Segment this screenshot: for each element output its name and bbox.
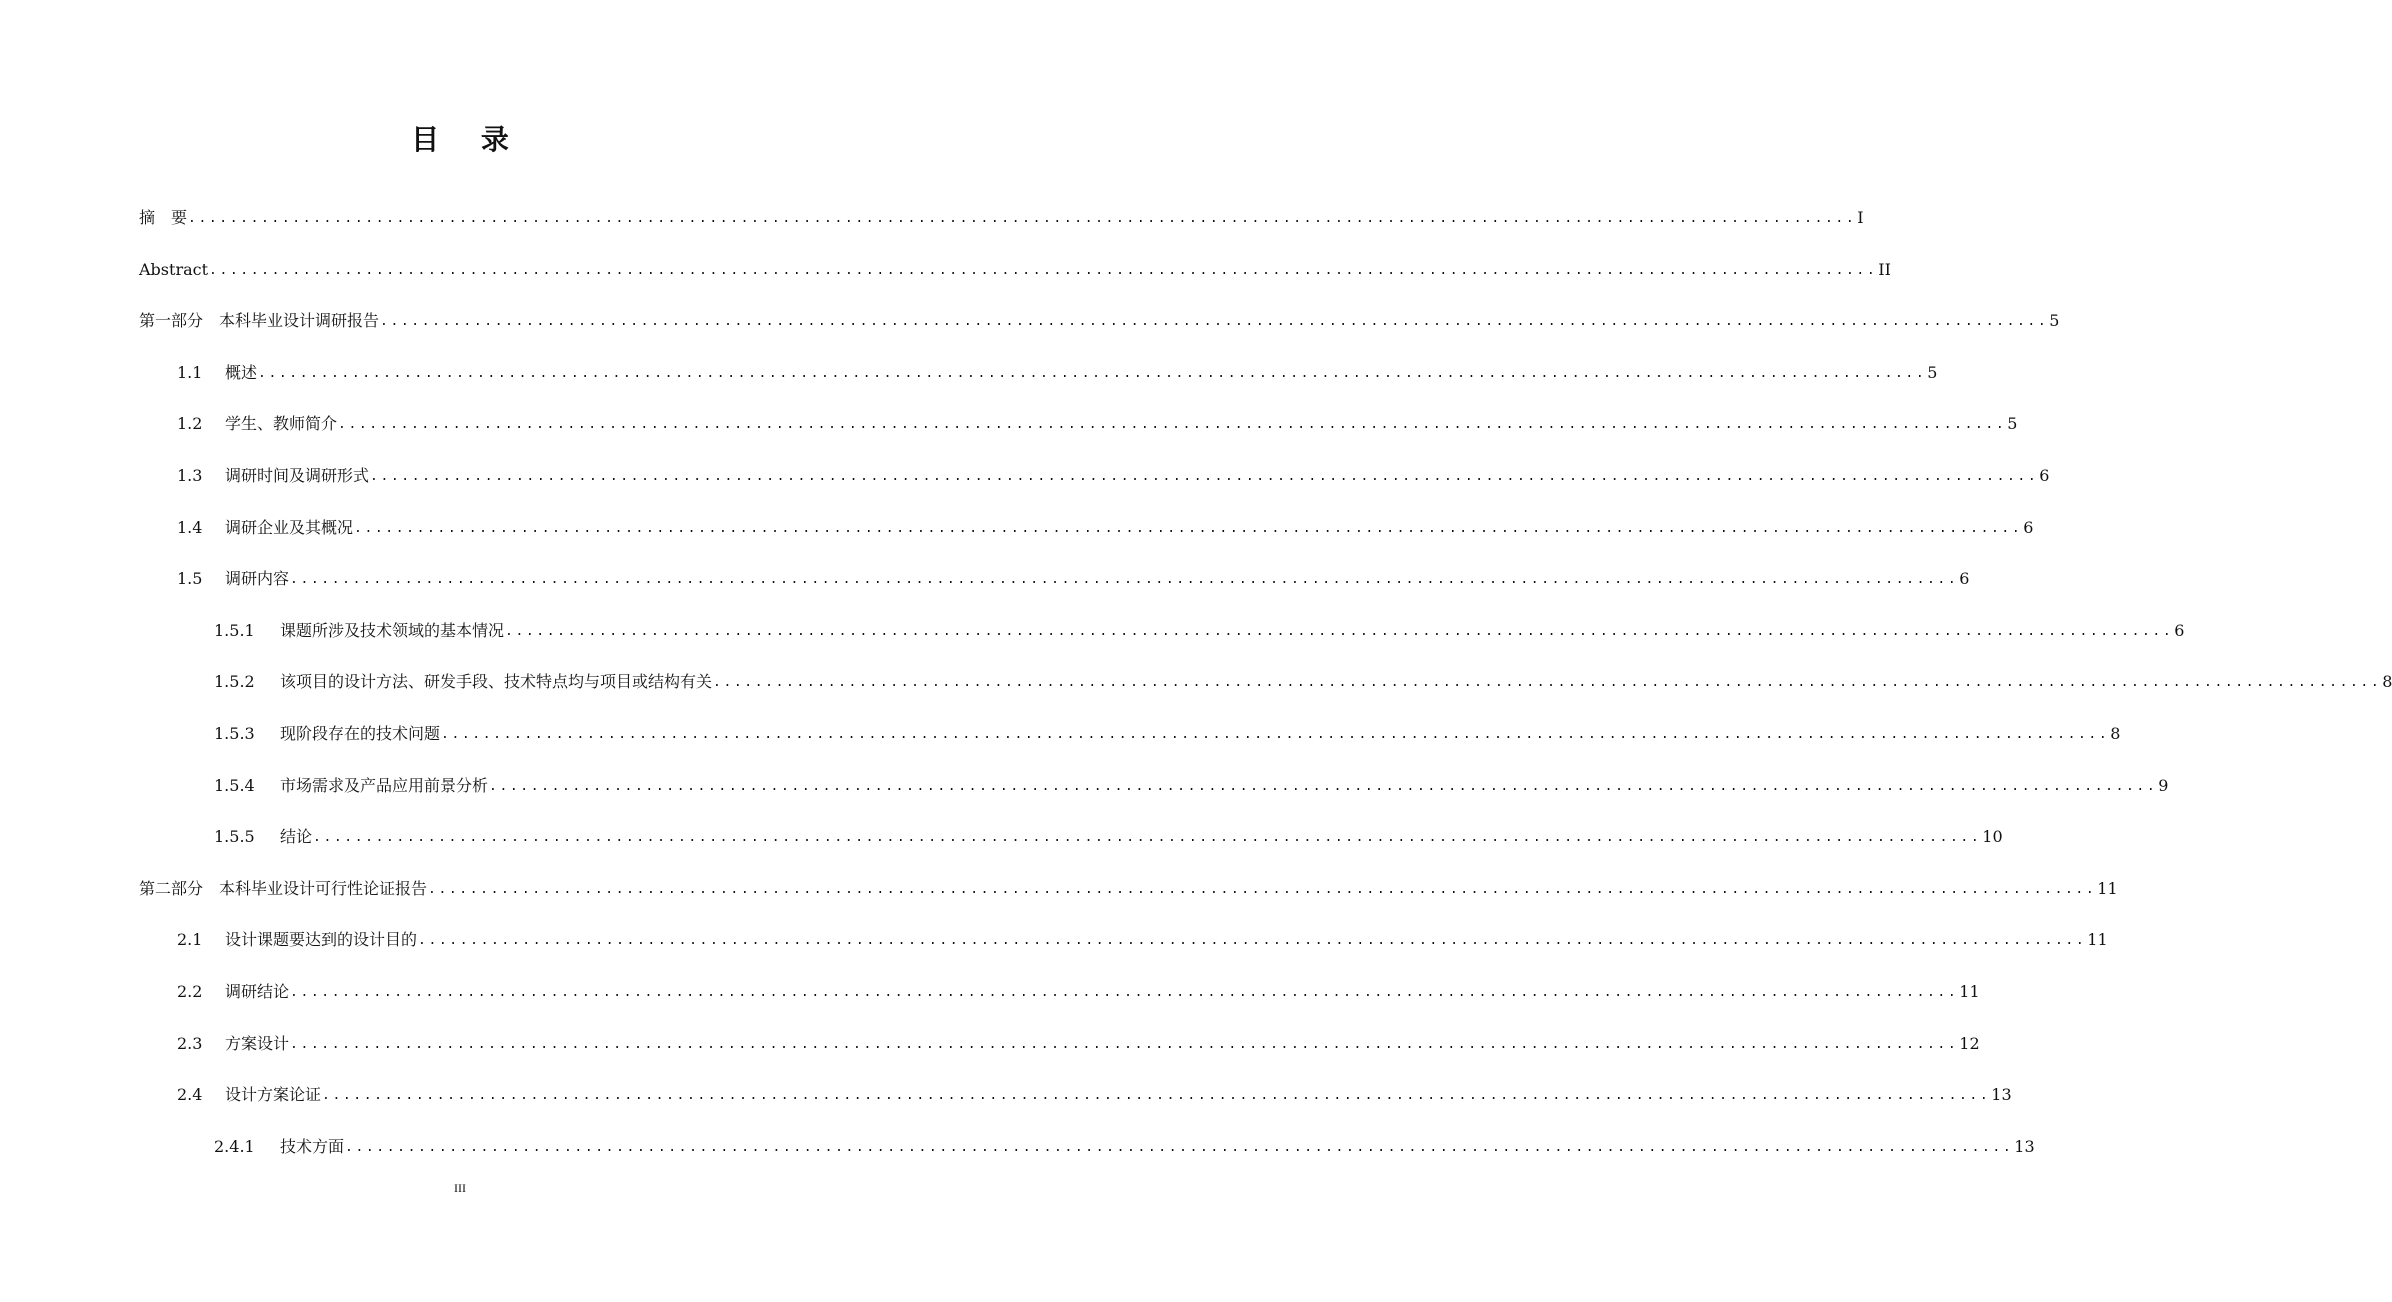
toc-entry-page: 6 <box>1959 569 1970 588</box>
toc-entry-number: 2.3 <box>177 1034 203 1053</box>
toc-dot-leader: ................................................................................................................................................................ <box>258 366 1927 381</box>
toc-dot-leader: ................................................................................................................................................................ <box>380 314 2049 329</box>
toc-entry[interactable] <box>214 826 2003 848</box>
toc-entry-number: 2.1 <box>177 930 203 949</box>
toc-entry-title: 调研内容 <box>225 569 290 588</box>
toc-entry-page: 6 <box>2174 621 2185 640</box>
page-number-footer: III <box>454 1181 466 1195</box>
toc-entry-number: 1.5.2 <box>214 672 255 691</box>
toc-entry-title: 设计方案论证 <box>225 1085 322 1104</box>
toc-entry-title: 技术方面 <box>280 1137 345 1156</box>
toc-entry-title: 方案设计 <box>225 1034 290 1053</box>
toc-dot-leader: ................................................................................................................................................................ <box>345 1140 2014 1155</box>
toc-dot-leader: ................................................................................................................................................................ <box>290 1037 1959 1052</box>
toc-entry-number: 1.3 <box>177 466 203 485</box>
toc-entry-title: 该项目的设计方法、研发手段、技术特点均与项目或结构有关 <box>280 672 713 691</box>
toc-dot-leader: ................................................................................................................................................................ <box>441 727 2110 742</box>
toc-dot-leader: ................................................................................................................................................................ <box>322 1088 1991 1103</box>
toc-dot-leader: ................................................................................................................................................................ <box>313 830 1982 845</box>
toc-entry-title: 课题所涉及技术领域的基本情况 <box>280 621 505 640</box>
toc-entry[interactable] <box>177 568 1970 590</box>
page-title: 目 录 <box>411 123 525 156</box>
toc-entry-page: 11 <box>2097 879 2118 898</box>
toc-entry-number: 1.5.5 <box>214 827 255 846</box>
toc-entry-title: 学生、教师简介 <box>225 414 338 433</box>
toc-entry-title: 调研企业及其概况 <box>225 518 354 537</box>
toc-dot-leader: ................................................................................................................................................................ <box>428 882 2097 897</box>
toc-entry-number: 1.2 <box>177 414 203 433</box>
toc-entry[interactable] <box>177 981 1980 1003</box>
toc-entry[interactable] <box>177 929 2108 951</box>
toc-dot-leader: ................................................................................................................................................................ <box>354 521 2023 536</box>
toc-entry[interactable] <box>177 465 2050 487</box>
toc-entry-title: Abstract <box>139 260 209 279</box>
toc-entry-page: 8 <box>2110 724 2121 743</box>
toc-dot-leader: ................................................................................................................................................................ <box>370 469 2039 484</box>
toc-entry[interactable] <box>177 1033 1980 1055</box>
toc-entry-number: 2.2 <box>177 982 203 1001</box>
toc-dot-leader: ................................................................................................................................................................ <box>188 211 1857 226</box>
toc-entry[interactable] <box>139 878 2118 900</box>
toc-entry-page: 9 <box>2158 776 2169 795</box>
toc-entry-page: 6 <box>2039 466 2050 485</box>
toc-entry-page: 13 <box>2014 1137 2035 1156</box>
toc-entry[interactable] <box>214 723 2121 745</box>
toc-entry-title: 市场需求及产品应用前景分析 <box>280 776 489 795</box>
toc-entry[interactable] <box>139 259 1891 281</box>
toc-entry-page: 5 <box>2049 311 2060 330</box>
toc-entry[interactable] <box>177 517 2034 539</box>
toc-entry-title: 结论 <box>280 827 313 846</box>
toc-entry-number: 1.5.4 <box>214 776 255 795</box>
toc-entry-number: 1.4 <box>177 518 203 537</box>
toc-entry-title: 摘 要 <box>139 208 188 227</box>
toc-entry-page: 11 <box>2087 930 2108 949</box>
toc-entry[interactable] <box>177 362 1938 384</box>
toc-dot-leader: ................................................................................................................................................................ <box>418 933 2087 948</box>
toc-entry[interactable] <box>177 1084 2012 1106</box>
toc-entry-title: 概述 <box>225 363 258 382</box>
toc-entry-number: 1.5.3 <box>214 724 255 743</box>
toc-entry-page: 12 <box>1959 1034 1980 1053</box>
toc-entry-title: 调研结论 <box>225 982 290 1001</box>
toc-dot-leader: ................................................................................................................................................................ <box>713 675 2382 690</box>
toc-entry-number: 1.5 <box>177 569 203 588</box>
toc-entry-page: 11 <box>1959 982 1980 1001</box>
toc-entry-number: 1.1 <box>177 363 203 382</box>
toc-entry-page: 8 <box>2382 672 2392 691</box>
toc-entry-title: 现阶段存在的技术问题 <box>280 724 441 743</box>
toc-dot-leader: ................................................................................................................................................................ <box>290 985 1959 1000</box>
toc-entry-title: 第二部分 本科毕业设计可行性论证报告 <box>139 879 428 898</box>
toc-entry-page: 5 <box>1927 363 1938 382</box>
toc-dot-leader: ................................................................................................................................................................ <box>290 572 1959 587</box>
toc-entry-number: 1.5.1 <box>214 621 255 640</box>
toc-entry-title: 调研时间及调研形式 <box>225 466 370 485</box>
toc-entry-page: 6 <box>2023 518 2034 537</box>
toc-entry[interactable] <box>214 671 2392 693</box>
toc-dot-leader: ................................................................................................................................................................ <box>338 417 2007 432</box>
toc-entry[interactable] <box>177 413 2018 435</box>
toc-entry[interactable] <box>139 310 2060 332</box>
toc-entry[interactable] <box>214 775 2169 797</box>
toc-entry-page: I <box>1857 208 1864 227</box>
toc-dot-leader: ................................................................................................................................................................ <box>489 779 2158 794</box>
toc-entry[interactable] <box>214 620 2185 642</box>
toc-entry-title: 设计课题要达到的设计目的 <box>225 930 418 949</box>
toc-entry-page: 5 <box>2007 414 2018 433</box>
toc-entry-title: 第一部分 本科毕业设计调研报告 <box>139 311 380 330</box>
toc-dot-leader: ................................................................................................................................................................ <box>209 263 1878 278</box>
toc-entry[interactable] <box>214 1136 2035 1158</box>
toc-entry-number: 2.4 <box>177 1085 203 1104</box>
toc-entry-page: II <box>1878 260 1891 279</box>
toc-entry[interactable] <box>139 207 1864 229</box>
toc-dot-leader: ................................................................................................................................................................ <box>505 624 2174 639</box>
toc-entry-number: 2.4.1 <box>214 1137 255 1156</box>
toc-entry-page: 10 <box>1982 827 2003 846</box>
toc-entry-page: 13 <box>1991 1085 2012 1104</box>
